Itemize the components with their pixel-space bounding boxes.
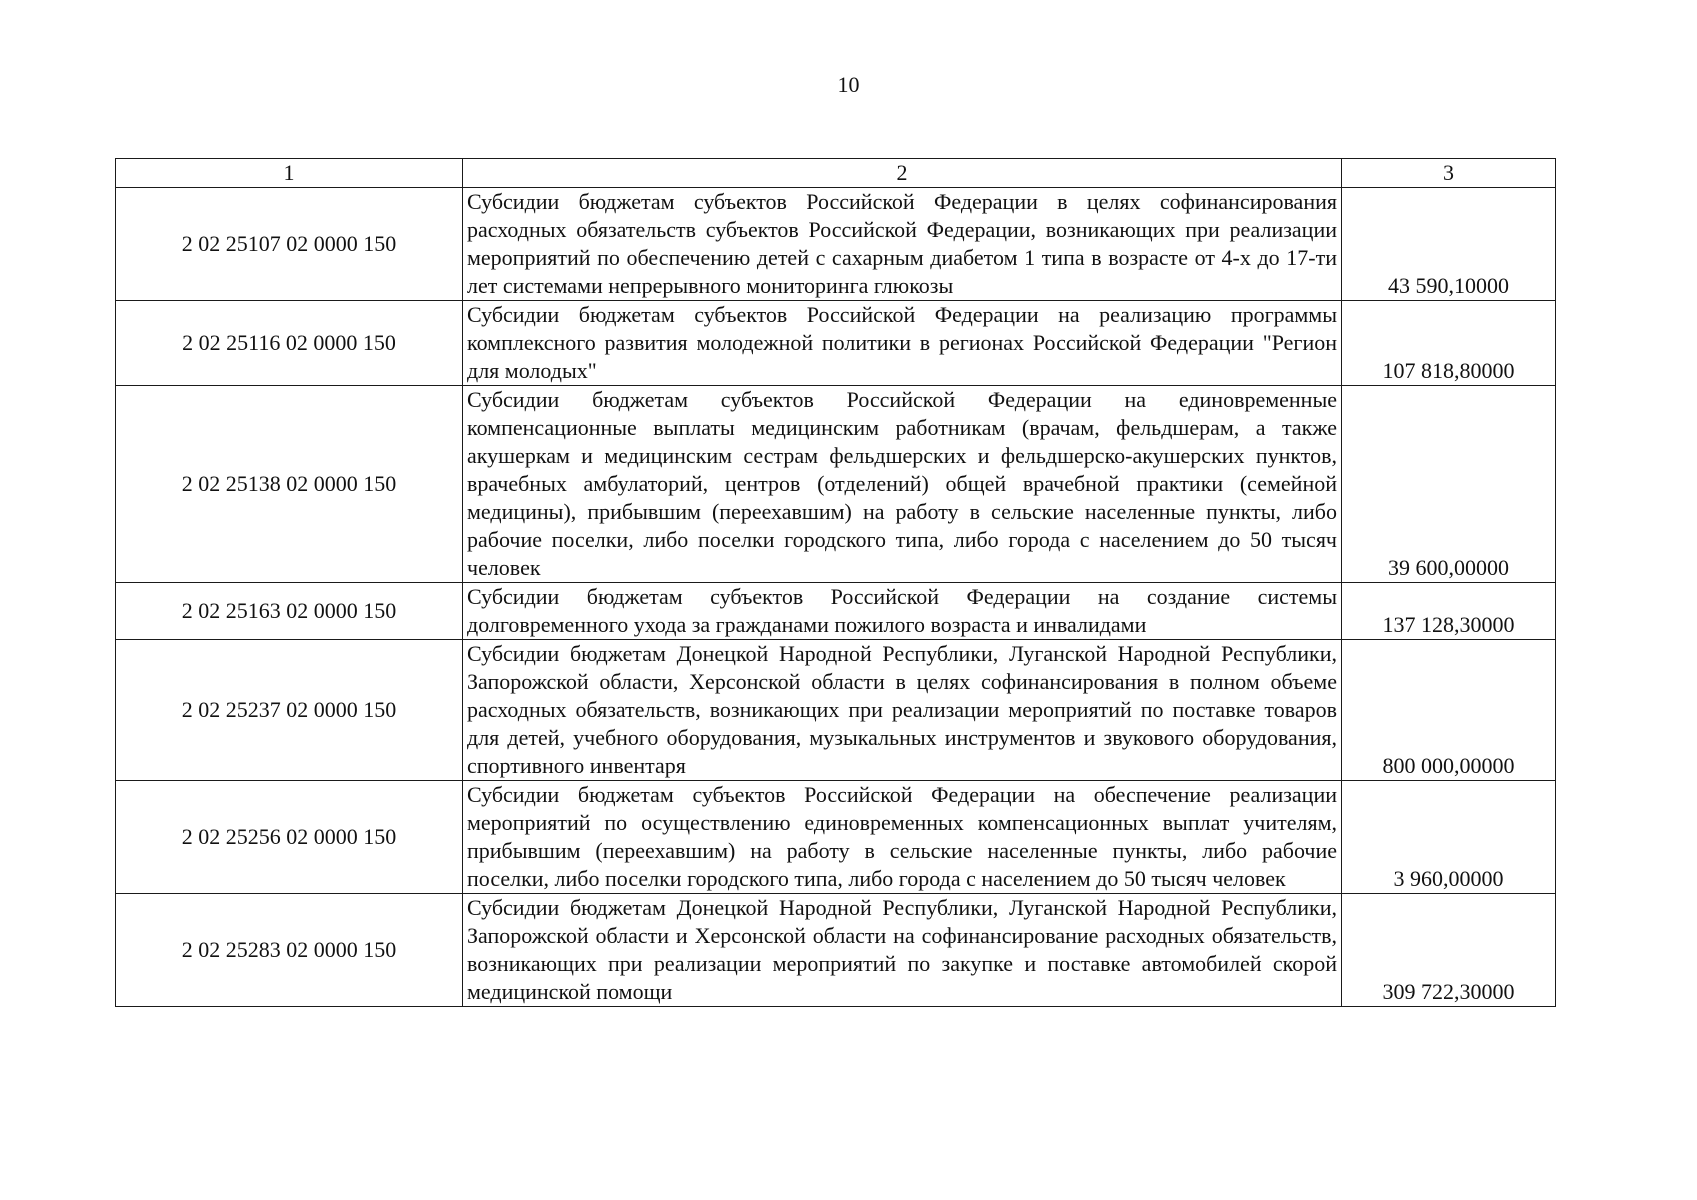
table-row [116,188,1556,301]
table-row [116,781,1556,894]
description-cell: Субсидии бюджетам субъектов Российской Федерации на создание системы долговременного ухода за гражданами пожилого возраста и инвалидами [463,583,1342,640]
description-cell: Субсидии бюджетам субъектов Российской Федерации на обеспечение реализации мероприятий по осуществлению единовременных компенсационных выплат учителям, прибывшим (переехавшим) на работу в сельские населенные пункты, либо рабочие поселки, либо поселки городского типа, либо города с населением до 50 тысяч человек [463,781,1342,894]
budget-code-cell: 2 02 25107 02 0000 150 [116,188,463,301]
column-header-2: 2 [463,159,1342,188]
amount-cell: 800 000,00000 [1342,640,1556,781]
description-cell: Субсидии бюджетам Донецкой Народной Республики, Луганской Народной Республики, Запорожской области и Херсонской области на софинансирование расходных обязательств, возникающих при реализации мероприятий по закупке и поставке автомобилей скорой медицинской помощи [463,894,1342,1007]
description-cell: Субсидии бюджетам субъектов Российской Федерации на единовременные компенсационные выплаты медицинским работникам (врачам, фельдшерам, а также акушеркам и медицинским сестрам фельдшерских и фельдшерско-акушерских пунктов, врачебных амбулаторий, центров (отделений) общей врачебной практики (семейной медицины), прибывшим (переехавшим) на работу в сельские населенные пункты, либо рабочие поселки, либо поселки городского типа, либо города с населением до 50 тысяч человек [463,386,1342,583]
budget-table [115,158,1556,1007]
page-number: 10 [837,72,860,97]
table-row [116,301,1556,386]
amount-cell: 137 128,30000 [1342,583,1556,640]
table-header-row [116,159,1556,188]
table-row [116,894,1556,1007]
table-row [116,386,1556,583]
amount-cell: 43 590,10000 [1342,188,1556,301]
amount-cell: 309 722,30000 [1342,894,1556,1007]
description-cell: Субсидии бюджетам Донецкой Народной Республики, Луганской Народной Республики, Запорожской области, Херсонской области в целях софинансирования в полном объеме расходных обязательств, возникающих при реализации мероприятий по поставке товаров для детей, учебного оборудования, музыкальных инструментов и звукового оборудования, спортивного инвентаря [463,640,1342,781]
budget-code-cell: 2 02 25163 02 0000 150 [116,583,463,640]
budget-code-cell: 2 02 25116 02 0000 150 [116,301,463,386]
amount-cell: 107 818,80000 [1342,301,1556,386]
amount-cell: 3 960,00000 [1342,781,1556,894]
budget-code-cell: 2 02 25283 02 0000 150 [116,894,463,1007]
column-header-3: 3 [1342,159,1556,188]
budget-code-cell: 2 02 25256 02 0000 150 [116,781,463,894]
table-row [116,640,1556,781]
table-row [116,583,1556,640]
description-cell: Субсидии бюджетам субъектов Российской Федерации в целях софинансирования расходных обязательств субъектов Российской Федерации, возникающих при реализации мероприятий по обеспечению детей с сахарным диабетом 1 типа в возрасте от 4-х до 17-ти лет системами непрерывного мониторинга глюкозы [463,188,1342,301]
amount-cell: 39 600,00000 [1342,386,1556,583]
budget-code-cell: 2 02 25237 02 0000 150 [116,640,463,781]
budget-code-cell: 2 02 25138 02 0000 150 [116,386,463,583]
column-header-1: 1 [116,159,463,188]
description-cell: Субсидии бюджетам субъектов Российской Федерации на реализацию программы комплексного развития молодежной политики в регионах Российской Федерации "Регион для молодых" [463,301,1342,386]
